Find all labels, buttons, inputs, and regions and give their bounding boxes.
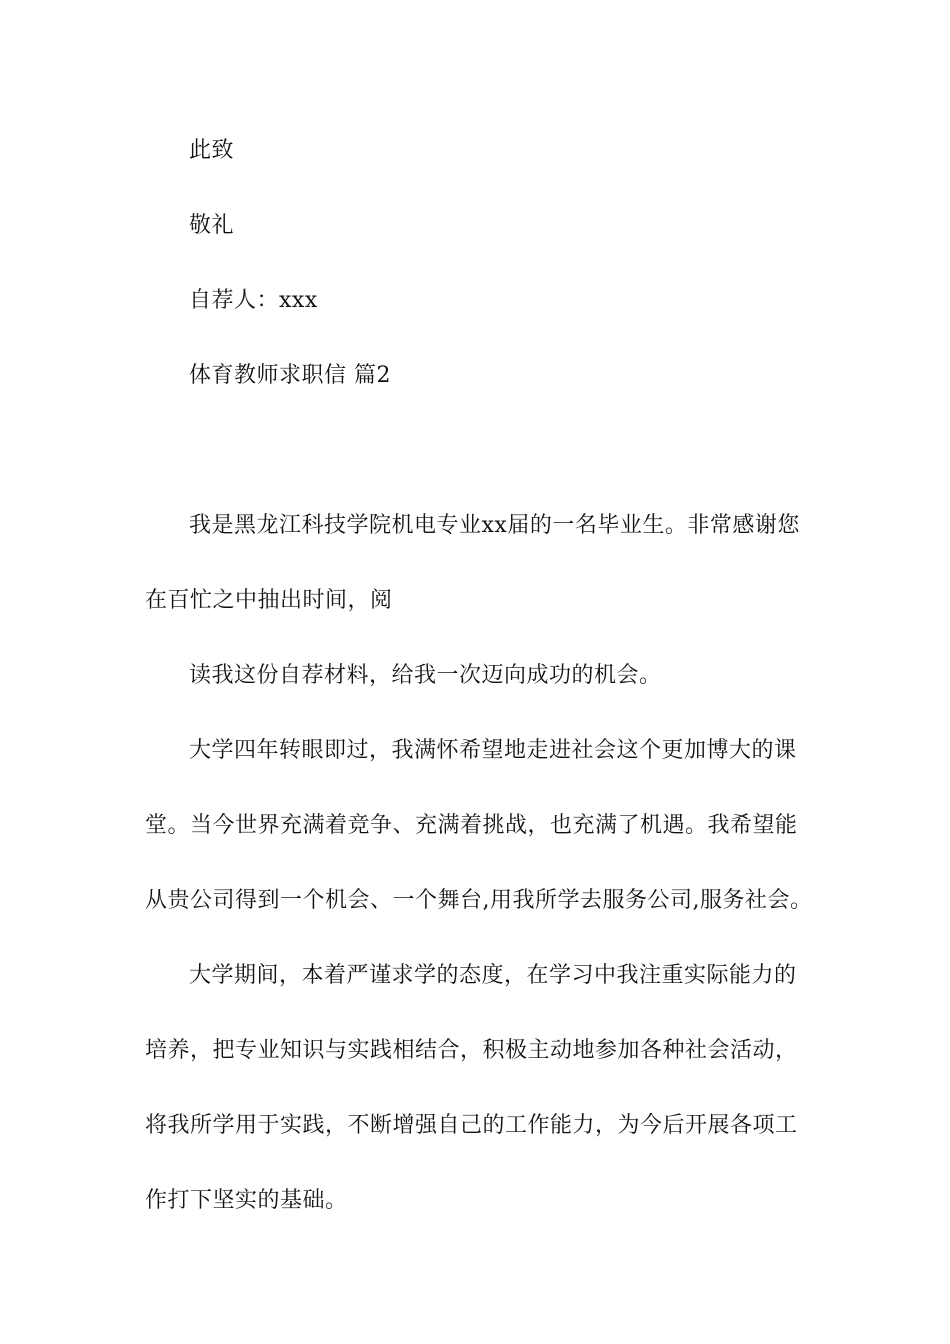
body-line-5: 堂。当今世界充满着竞争、充满着挑战，也充满了机遇。我希望能: [145, 813, 798, 838]
body-line-10: 作打下坚实的基础。: [145, 1188, 348, 1213]
section-heading: 体育教师求职信 篇2: [189, 363, 391, 388]
closing-respect: 敬礼: [189, 213, 235, 238]
body-line-3: 读我这份自荐材料，给我一次迈向成功的机会。: [189, 663, 662, 688]
closing-salutation: 此致: [189, 138, 235, 163]
body-line-7: 大学期间，本着严谨求学的态度，在学习中我注重实际能力的: [189, 963, 797, 988]
body-line-6: 从贵公司得到一个机会、一个舞台,用我所学去服务公司,服务社会。: [145, 888, 813, 913]
body-line-8: 培养，把专业知识与实践相结合，积极主动地参加各种社会活动，: [145, 1038, 798, 1063]
body-line-9: 将我所学用于实践，不断增强自己的工作能力，为今后开展各项工: [145, 1113, 798, 1138]
body-line-4: 大学四年转眼即过，我满怀希望地走进社会这个更加博大的课: [189, 738, 797, 763]
signature-line: 自荐人：xxx: [189, 288, 318, 313]
body-line-1: 我是黑龙江科技学院机电专业xx届的一名毕业生。非常感谢您: [189, 513, 800, 538]
body-line-2: 在百忙之中抽出时间，阅: [145, 588, 393, 613]
